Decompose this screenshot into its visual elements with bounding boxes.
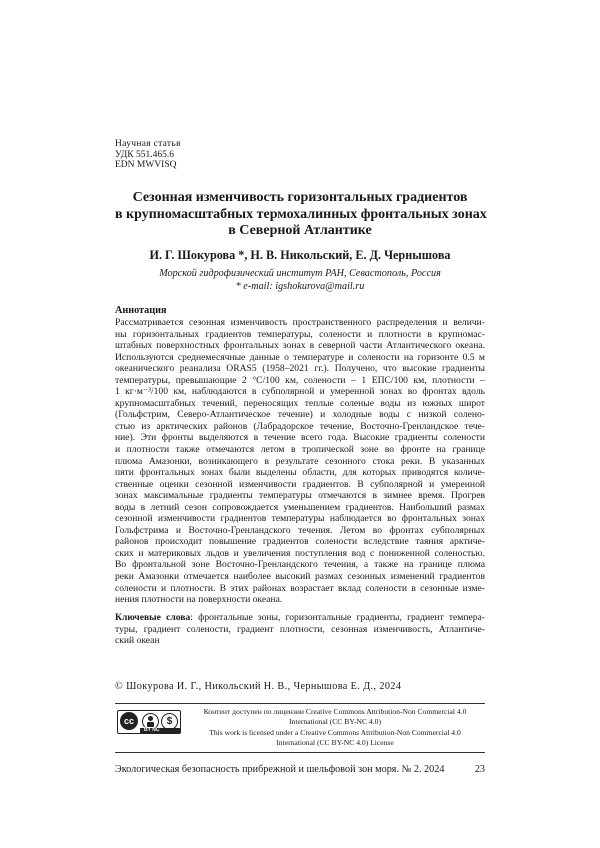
abstract-line: ских и материковых льдов и увеличения поступления вод с пониженной соленостью. [115,547,485,559]
title-line: в Северной Атлантике [228,223,372,238]
abstract-line: нения плотности на поверхности океана. [115,594,283,606]
page-number: 23 [474,764,485,775]
abstract-line: сезонной изменчивости градиентов температуры наблюдается во фронтальных зонах [115,513,485,525]
abstract-line: солености и плотности. В этих районах возрастает вклад солености в сезонные изме- [115,582,485,594]
abstract-line: Рассматривается сезонная изменчивость пространственного распределения и величи- [115,317,485,328]
keywords-label: Ключевые слова [115,612,191,623]
license-text [185,707,485,749]
udk-code: УДК 551.465.6 [115,149,174,160]
keywords-line: ский океан [115,635,160,647]
abstract-line: пяти фронтальных зонах были выделены области, для которых приводятся количе- [115,467,485,479]
authors: И. Г. Шокурова *, Н. В. Никольский, Е. Д. Чернышова [149,248,451,262]
abstract-line: крупномасштабных течений, переносящих теплые соленые воды из южных широт [115,397,485,409]
keywords-line [115,612,485,624]
abstract-line: районов происходит повышение градиентов солености вследствие таяния арктиче- [115,536,485,548]
abstract-line: Во фронтальной зоне Восточно-Гренландского течения, а также на границе плюма [115,559,485,571]
abstract-line: штабных поверхностных фронтальных зонах в северной части Атлантического океана. [115,340,485,352]
abstract-line: (Гольфстрим, Северо-Атлантическое течение) и холодные воды с низкой соленo- [115,409,485,421]
cc-icon: cc [120,712,138,730]
journal-name: Экологическая безопасность прибрежной и шельфовой зон моря. № 2. 2024 [115,764,445,775]
license-line: International (CC BY-NC 4.0) [289,717,381,727]
keywords-line: туры, градиент солености, градиент плотности, сезонная изменчивость, Атлантиче- [115,623,485,635]
abstract-line: стью из арктических районов (Лабрадорское течение, Восточно-Гренландское тече- [115,420,485,432]
title-line: в крупномасштабных термохалинных фронтальных зонах [115,206,487,222]
email[interactable]: * e-mail: igshokurova@mail.ru [235,280,365,292]
title-line: Сезонная изменчивость горизонтальных градиентов [132,190,468,205]
affiliation [115,268,485,293]
abstract-line: ны горизонтальных градиентов температуры, солености и плотности в крупномас- [115,328,485,340]
institute: Морской гидрофизический институт РАН, Севастополь, Россия [159,268,441,279]
license-line: Контент доступен по лицензии Creative Commons Attribution-Non Commercial 4.0 [203,707,467,716]
copyright: © Шокурова И. Г., Никольский Н. В., Чернышова Е. Д., 2024 [115,681,402,692]
keywords-text: : фронтальные зоны, горизонтальные градиенты, градиент темпера- [190,612,486,623]
abstract-line: воды в летний сезон сопровождается уменьшением градиентов. Наибольший размах [115,501,485,513]
abstract-line: реки Амазонки отмечается наиболее высокий размах сезонных изменений градиентов [115,571,485,583]
abstract-line: 1 кг·м⁻³/100 км, наблюдаются в субполярной и умеренной зонах во фронтах вдоль [115,386,485,398]
article-title [115,190,485,240]
abstract-line: температуры, превышающие 2 °С/100 км, солености – 1 ЕПС/100 км, плотности – [115,374,485,386]
abstract-heading: Аннотация [115,305,167,316]
keywords [115,612,485,647]
badge-text: BY NC [144,727,160,733]
edn-code: EDN MWVISQ [115,160,177,170]
license-line: International (CC BY-NC 4.0) License [276,738,394,748]
abstract-line: Используются среднемесячные данные о температуре и солености на горизонте 0.5 м [115,351,485,363]
cc-license-badge[interactable] [117,710,181,734]
page-footer [115,764,485,775]
license-line: This work is licensed under a Creative Commons Attribution-Non Commercial 4.0 [209,727,461,737]
abstract-line: зонах максимальные градиенты температуры отмечаются в зимнее время. Прогрев [115,490,485,502]
abstract-line: плюма Амазонки, возникающего в результате сезонного стока реки. В указанных [115,455,485,467]
abstract-line: океанического реанализа ORAS5 (1958–2021 гг.). Получено, что высокие градиенты [115,363,485,375]
article-type: Научная статья [115,139,181,149]
license-block [115,703,485,753]
abstract-body [115,317,485,606]
abstract-line: ние). Эти фронты выделяются в течение всего года. Высокие градиенты солености [115,432,485,444]
badge-strip [140,728,180,733]
abstract-line: Гольфстрима и Восточно-Гренландского течения. Летом во фронтах субполярных [115,524,485,536]
abstract-line: ственные оценки сезонной изменчивости градиентов. В субполярной и умеренной [115,478,485,490]
article-meta [115,139,181,171]
abstract-line: и плотности также отмечаются летом в тропической зоне во фронте на границе [115,444,485,456]
